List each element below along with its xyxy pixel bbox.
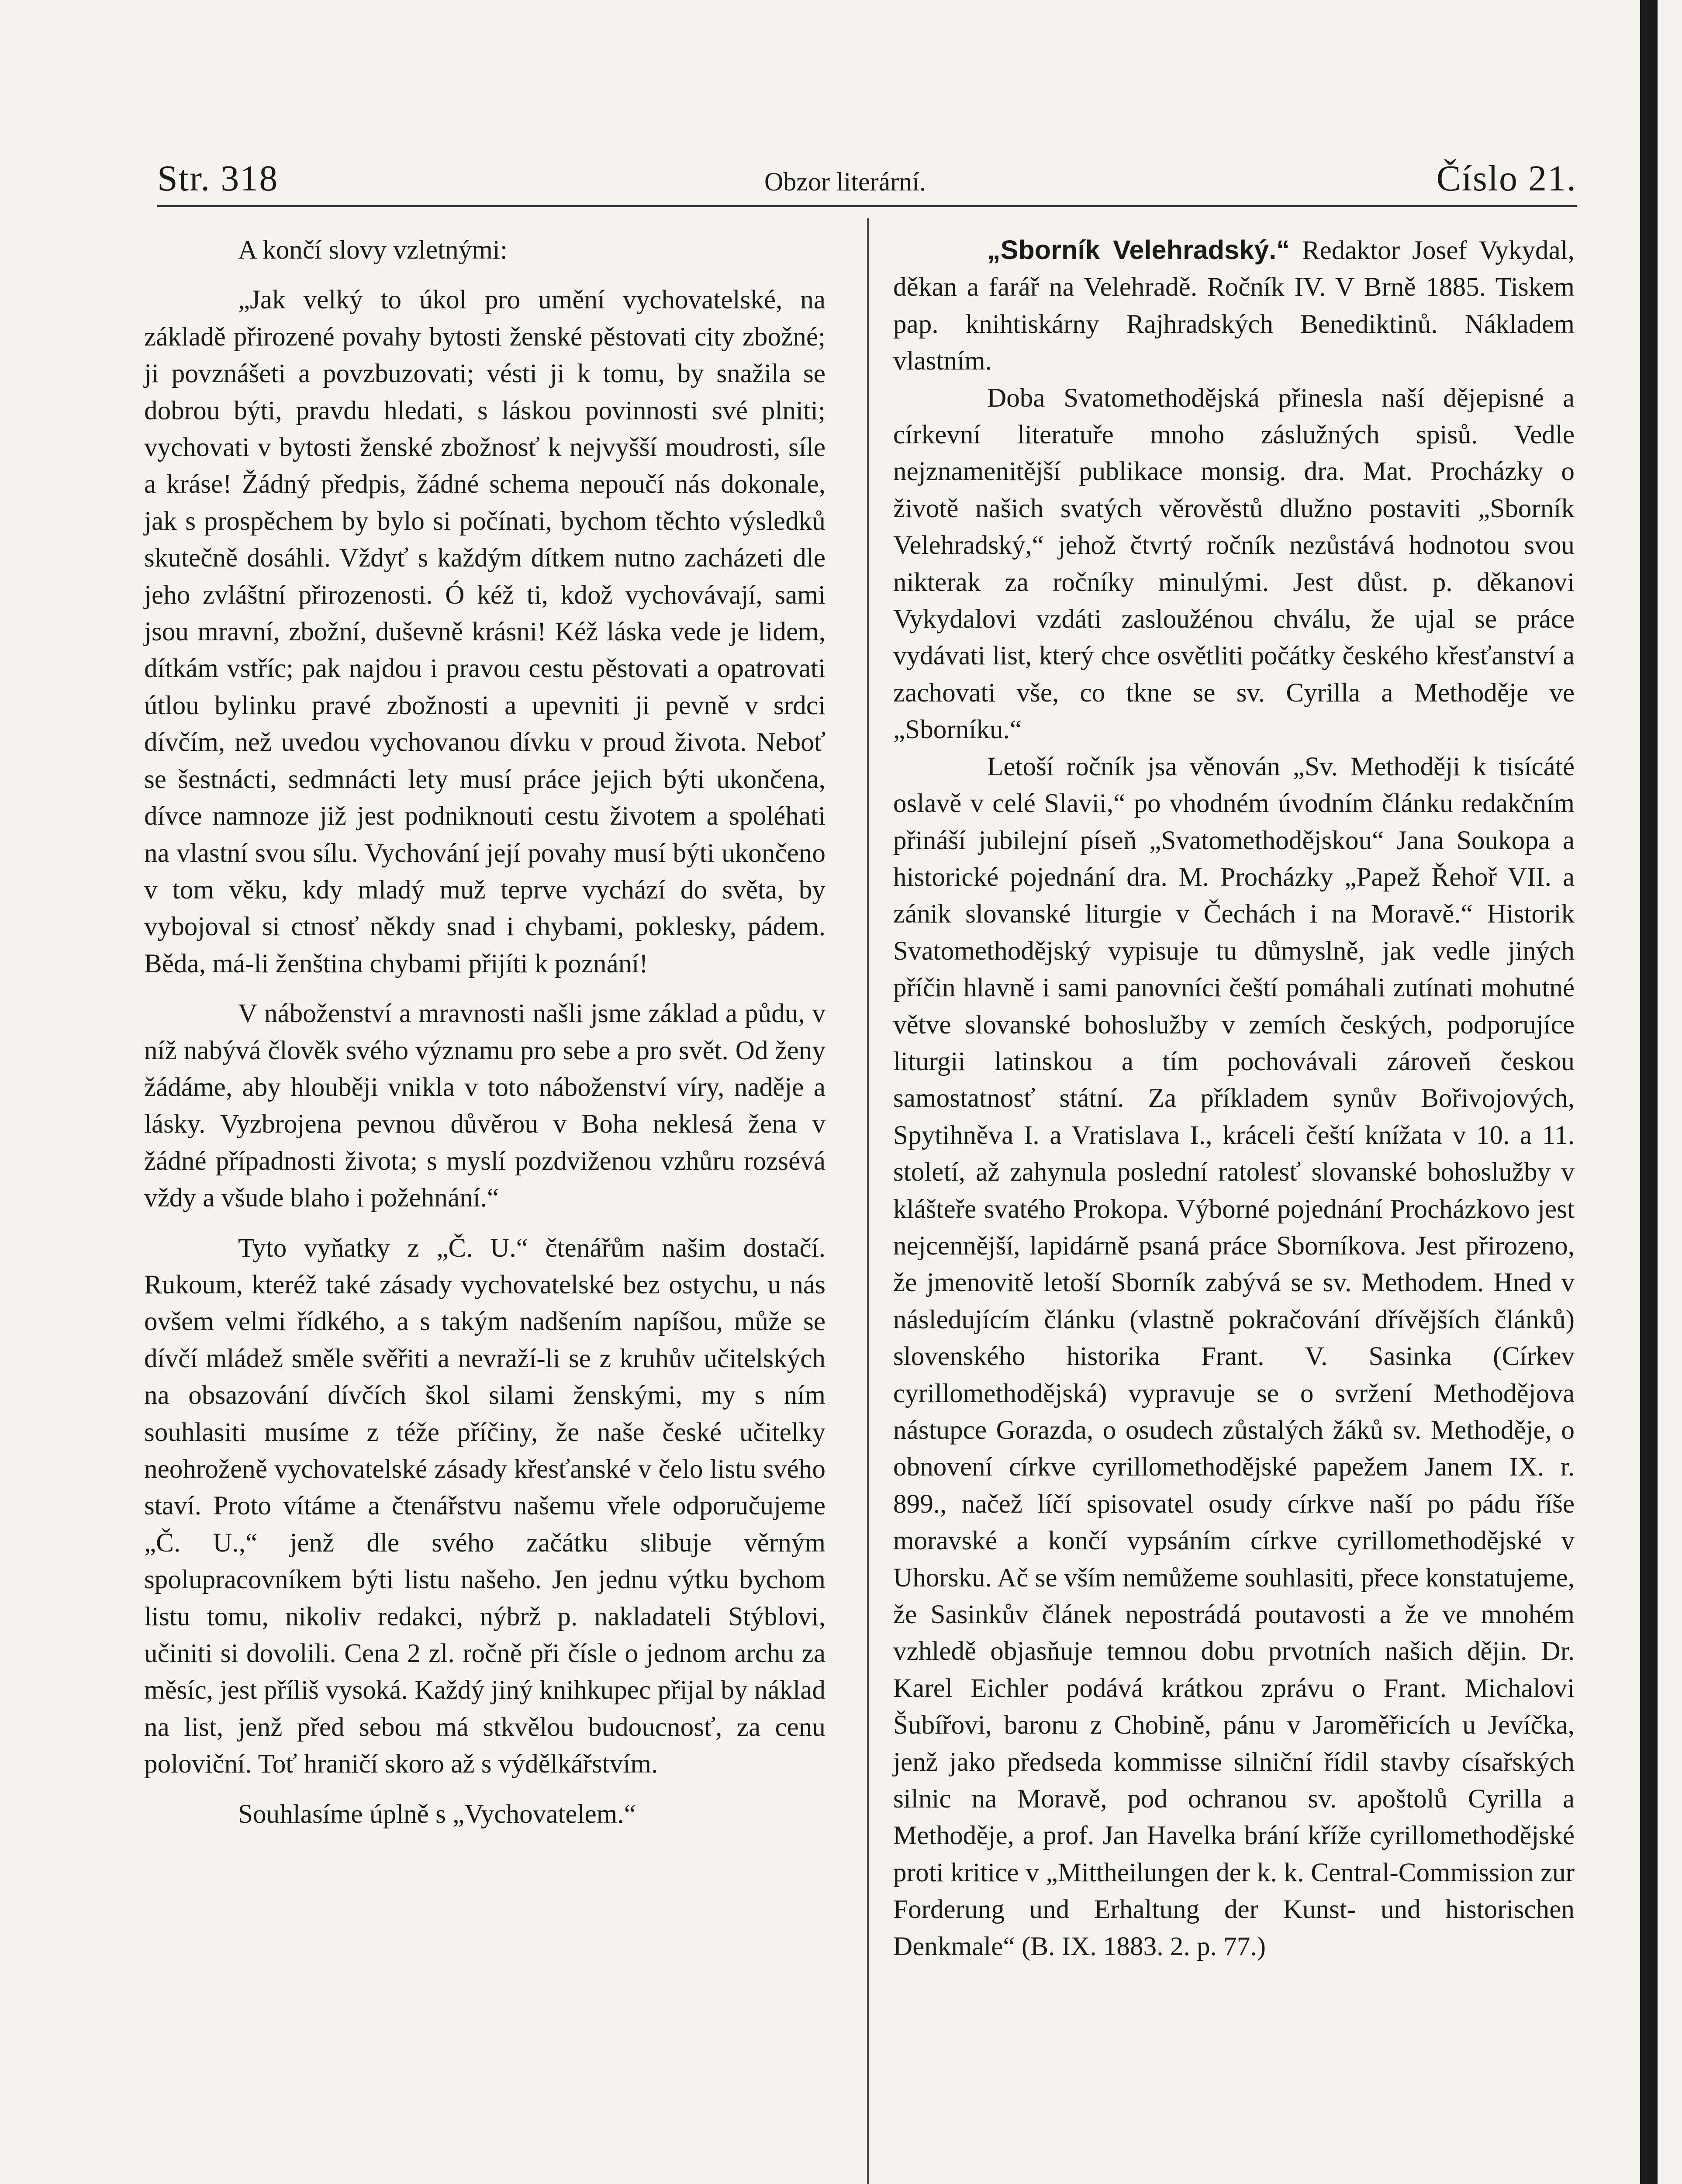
- right-column: [893, 232, 1575, 1965]
- issue-number: Číslo 21.: [1436, 158, 1577, 199]
- paragraph: A končí slovy vzletnými:: [238, 235, 508, 265]
- left-column: [144, 232, 825, 1832]
- paragraph: „Jak velký to úkol pro umění vychovatelské, na základě přirozené povahy bytosti ženské pěstovati city zbožné; ji povznášeti a povzbuzovati; vésti ji k tomu, by snažila se dobrou býti, pravdu hledati, s láskou povinnosti své plniti; vychovati v bytosti ženské zbožnosť k nejvyšší moudrosti, síle a kráse! Žádný předpis, žádné schema nepoučí nás dokonale, jak s prospěchem by bylo si počínati, bychom těchto výsledků skutečně dosáhli. Vždyť s každým dítkem nutno zacházeti dle jeho zvláštní přirozenosti. Ó kéž ti, kdož vychovávají, sami jsou mravní, zbožní, duševně krásni! Kéž láska vede je lidem, dítkám vstříc; pak najdou i pravou cestu pěstovati a opatrovati útlou bylinku pravé zbožnosti a upevniti ji pevně v srdci dívčím, než uvedou vychovanou dívku v proud života. Neboť se šestnácti, sedmnácti lety musí práce jejich býti ukončena, dívce namnoze již jest podniknouti cestu životem a spoléhati na vlastní svou sílu. Vychování její povahy musí býti ukončeno v tom věku, kdy mladý muž teprve vychází do světa, by vybojoval si ctnosť někdy snad i chybami, poklesky, pádem. Běda, má-li ženština chybami přijíti k poznání!: [144, 285, 825, 978]
- review-title: „Sborník Velehradský.“: [987, 235, 1290, 265]
- paragraph: Letoší ročník jsa věnován „Sv. Methoději k tisícáté oslavě v celé Slavii,“ po vhodném úvodním článku redakčním přináší jubilejní píseň „Svatomethodějskou“ Jana Soukopa a historické pojednání dra. M. Procházky „Papež Řehoř VII. a zánik slovanské liturgie v Čechách i na Moravě.“ Historik Svatomethodějský vypisuje tu důmyslně, jak vedle jiných příčin hlavně i sami panovníci čeští pomáhali zutínati mohutné větve slovanské bohoslužby v zemích českých, podporujíce liturgii latinskou a tím pochovávali zároveň českou samostatnosť státní. Za příkladem synův Bořivojových, Spytihněva I. a Vratislava I., kráceli čeští knížata v 10. a 11. století, až zahynula poslední ratolesť slovanské bohoslužby v klášteře svatého Prokopa. Výborné pojednání Procházkovo jest nejcennější, lapidárně psaná práce Sborníkova. Jest přirozeno, že jmenovitě letoší Sborník zabývá se sv. Methodem. Hned v následujícím článku (vlastně pokračování dřívějších článků) slovenského historika Frant. V. Sasinka (Církev cyrillomethodějská) vypravuje se o svržení Methodějova nástupce Gorazda, o osudech zůstalých žáků sv. Methoděje, o obnovení církve cyrillomethodějské papežem Janem IX. r. 899., načež líčí spisovatel osudy církve naší po pádu říše moravské a končí vypsáním církve cyrillomethodějské v Uhorsku. Ač se vším nemůžeme souhlasiti, přece konstatujeme, že Sasinkův článek nepostrádá poutavosti a že ve mnohém vzhledě objasňuje temnou dobu prvotních našich dějin. Dr. Karel Eichler podává krátkou zprávu o Frant. Michalovi Šubířovi, baronu z Chobině, pánu v Jaroměřicích u Jevíčka, jenž jako předseda kommisse silniční řídil stavby císařských silnic na Moravě, pod ochranou sv. apoštolů Cyrilla a Methoděje, a prof. Jan Havelka brání kříže cyrillomethodějské proti kritice v „Mittheilungen der k. k. Central-Commission zur Forderung und Erhaltung der Kunst- und historischen Denkmale“ (B. IX. 1883. 2. p. 77.): [893, 751, 1575, 1961]
- paragraph: Doba Svatomethodějská přinesla naší dějepisné a církevní literatuře mnoho záslužných spisů. Vedle nejznamenitější publikace monsig. dra. Mat. Procházky o životě našich svatých věrověstů dlužno postaviti „Sborník Velehradský,“ jehož čtvrtý ročník nezůstává hodnotou svou nikterak za ročníky minulými. Jest důst. p. děkanovi Vykydalovi vzdáti zasloužénou chválu, že ujal se práce vydávati list, který chce osvětliti počátky českého křesťanství a zachovati vše, co tkne se sv. Cyrilla a Methoděje ve „Sborníku.“: [893, 383, 1575, 745]
- review-bibliography: Redaktor Josef Vykydal, děkan a farář na Velehradě. Ročník IV. V Brně 1885. Tiskem pap. knihtiskárny Rajhradských Benediktinů. Nákladem vlastním.: [893, 235, 1575, 376]
- column-divider: [867, 218, 869, 2184]
- page-number: Str. 318: [157, 158, 279, 199]
- running-header: [157, 157, 1577, 205]
- header-rule: [157, 205, 1577, 207]
- paragraph: Souhlasíme úplně s „Vychovatelem.“: [238, 1799, 636, 1829]
- journal-title: Obzor literární.: [764, 167, 926, 196]
- scan-edge: [1640, 0, 1658, 2184]
- review-heading-paragraph: [893, 232, 1575, 380]
- paragraph: V náboženství a mravnosti našli jsme základ a půdu, v níž nabývá člověk svého významu pro sebe a pro svět. Od ženy žádáme, aby hlouběji vnikla v toto náboženství víry, naděje a lásky. Vyzbrojena pevnou důvěrou v Boha neklesá žena v žádné případnosti života; s myslí pozdviženou vzhůru rozsévá vždy a všude blaho i požehnání.“: [144, 999, 825, 1213]
- paragraph: Tyto vyňatky z „Č. U.“ čtenářům našim dostačí. Rukoum, kteréž také zásady vychovatelské bez ostychu, u nás ovšem velmi řídkého, a s takým nadšením napíšou, může se dívčí mládež směle svěřiti a nevraží-li se z kruhův učitelských na obsazování dívčích škol silami ženskými, my s ním souhlasiti musíme z téže příčiny, že naše české učitelky neohroženě vychovatelské zásady křesťanské v čelo listu svého staví. Proto vítáme a čtenářstvu našemu vřele odporučujeme „Č. U.,“ jenž dle svého začátku slibuje věrným spolupracovníkem býti listu našeho. Jen jednu výtku bychom listu tomu, nikoliv redakci, nýbrž p. nakladateli Stýblovi, učiniti si dovolili. Cena 2 zl. ročně při čísle o jednom archu za měsíc, jest příliš vysoká. Každý jiný knihkupec přijal by náklad na list, jenž před sebou má stkvělou budoucnosť, za cenu poloviční. Toť hraničí skoro až s výdělkářstvím.: [144, 1233, 825, 1779]
